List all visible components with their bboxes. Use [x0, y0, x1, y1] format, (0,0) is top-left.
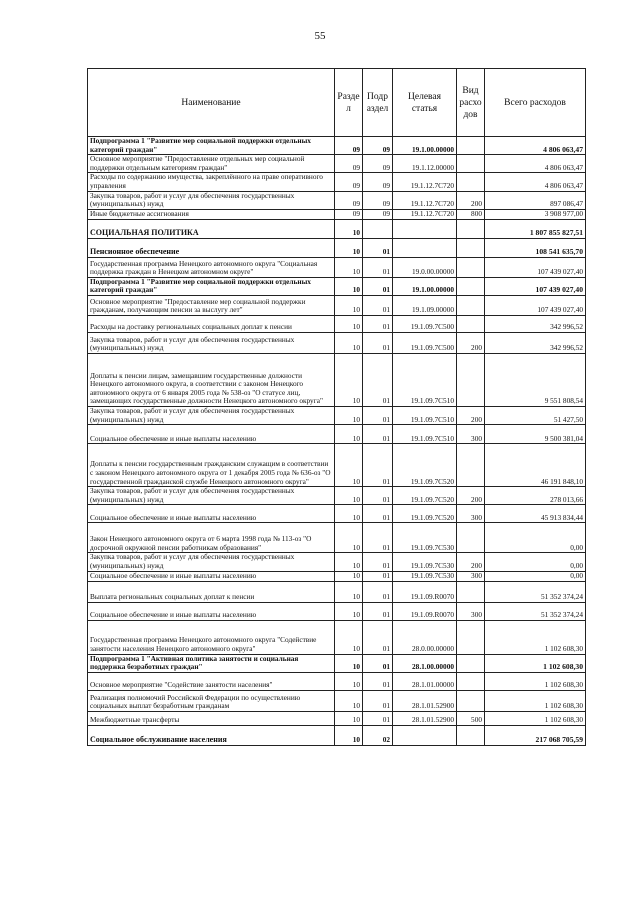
row-type: 200 — [457, 191, 485, 209]
row-subsection — [363, 219, 393, 238]
row-total: 1 807 855 827,51 — [485, 219, 586, 238]
row-section: 10 — [335, 711, 363, 725]
row-section: 10 — [335, 257, 363, 277]
row-section: 10 — [335, 523, 363, 553]
row-type: 200 — [457, 553, 485, 571]
row-section: 10 — [335, 295, 363, 315]
row-total: 9 551 808,54 — [485, 353, 586, 406]
row-name: Социальное обслуживание населения — [88, 725, 335, 745]
row-section: 09 — [335, 173, 363, 191]
row-total: 4 806 063,47 — [485, 173, 586, 191]
row-target: 19.1.12.00000 — [393, 155, 457, 173]
row-type: 300 — [457, 505, 485, 523]
row-subsection: 01 — [363, 315, 393, 332]
row-name: Основное мероприятие "Предоставление мер социальной поддержки гражданам, получающим пенсии за выслугу лет" — [88, 295, 335, 315]
row-name: Подпрограмма 1 "Активная политика занятости и социальная поддержка безработных граждан" — [88, 654, 335, 672]
table-row — [88, 672, 586, 690]
row-section: 10 — [335, 571, 363, 581]
row-total: 1 102 608,30 — [485, 672, 586, 690]
row-subsection: 01 — [363, 672, 393, 690]
row-name: Иные бюджетные ассигнования — [88, 209, 335, 219]
row-total: 107 439 027,40 — [485, 277, 586, 295]
row-name: Основное мероприятие "Предоставление отдельных мер социальной поддержки отдельным категориям граждан" — [88, 155, 335, 173]
page-number: 55 — [314, 30, 326, 42]
row-type — [457, 353, 485, 406]
row-subsection: 09 — [363, 173, 393, 191]
row-subsection: 01 — [363, 238, 393, 257]
row-target: 19.0.00.00000 — [393, 257, 457, 277]
row-name: Подпрограмма 1 "Развитие мер социальной поддержки отдельных категорий граждан" — [88, 137, 335, 155]
row-total: 1 102 608,30 — [485, 711, 586, 725]
row-target — [393, 219, 457, 238]
row-subsection: 09 — [363, 191, 393, 209]
table-row — [88, 725, 586, 745]
row-total: 51 352 374,24 — [485, 602, 586, 620]
table-body — [88, 137, 586, 746]
table-row — [88, 425, 586, 444]
row-subsection: 01 — [363, 257, 393, 277]
row-type — [457, 173, 485, 191]
table-row — [88, 571, 586, 581]
row-type — [457, 444, 485, 487]
row-type: 200 — [457, 332, 485, 353]
row-type — [457, 155, 485, 173]
row-total: 897 086,47 — [485, 191, 586, 209]
row-target: 19.1.00.00000 — [393, 277, 457, 295]
row-section: 10 — [335, 219, 363, 238]
row-target: 28.1.01.52900 — [393, 711, 457, 725]
row-name: Пенсионное обеспечение — [88, 238, 335, 257]
row-name: Социальное обеспечение и иные выплаты населению — [88, 425, 335, 444]
row-target: 19.1.09.7С530 — [393, 571, 457, 581]
row-subsection: 01 — [363, 654, 393, 672]
row-section: 10 — [335, 602, 363, 620]
header-subsection: Подр аздел — [363, 69, 393, 137]
row-subsection: 09 — [363, 209, 393, 219]
row-type — [457, 690, 485, 711]
row-total: 45 913 834,44 — [485, 505, 586, 523]
table-row — [88, 277, 586, 295]
row-section: 09 — [335, 191, 363, 209]
row-section: 10 — [335, 581, 363, 602]
table-row — [88, 173, 586, 191]
row-total: 3 908 977,00 — [485, 209, 586, 219]
row-type — [457, 257, 485, 277]
row-section: 10 — [335, 725, 363, 745]
row-subsection: 01 — [363, 690, 393, 711]
row-total: 1 102 608,30 — [485, 654, 586, 672]
row-target: 19.1.12.7С720 — [393, 191, 457, 209]
row-target: 19.1.00.00000 — [393, 137, 457, 155]
row-section: 09 — [335, 137, 363, 155]
row-subsection: 02 — [363, 725, 393, 745]
row-name: Закупка товаров, работ и услуг для обеспечения государственных (муниципальных) нужд — [88, 332, 335, 353]
row-subsection: 01 — [363, 523, 393, 553]
table-row — [88, 505, 586, 523]
row-section: 09 — [335, 155, 363, 173]
row-type: 200 — [457, 406, 485, 424]
row-type — [457, 315, 485, 332]
table-row — [88, 602, 586, 620]
row-target: 19.1.09.7С510 — [393, 425, 457, 444]
row-total: 1 102 608,30 — [485, 690, 586, 711]
table-row — [88, 654, 586, 672]
row-section: 10 — [335, 654, 363, 672]
row-section: 10 — [335, 277, 363, 295]
row-name: Закупка товаров, работ и услуг для обеспечения государственных (муниципальных) нужд — [88, 191, 335, 209]
row-name: Закупка товаров, работ и услуг для обеспечения государственных (муниципальных) нужд — [88, 487, 335, 505]
row-section: 10 — [335, 406, 363, 424]
row-subsection: 01 — [363, 711, 393, 725]
row-name: СОЦИАЛЬНАЯ ПОЛИТИКА — [88, 219, 335, 238]
row-total: 0,00 — [485, 571, 586, 581]
row-target: 19.1.09.7С510 — [393, 353, 457, 406]
header-total: Всего расходов — [485, 69, 586, 137]
table-row — [88, 209, 586, 219]
row-type — [457, 277, 485, 295]
table-row — [88, 444, 586, 487]
row-name: Расходы на доставку региональных социальных доплат к пенсии — [88, 315, 335, 332]
row-name: Закон Ненецкого автономного округа от 6 марта 1998 года № 113-оз "О досрочной окружной пенсии работникам образования" — [88, 523, 335, 553]
row-target: 19.1.09.7С530 — [393, 553, 457, 571]
row-type — [457, 137, 485, 155]
table-row — [88, 257, 586, 277]
row-name: Социальное обеспечение и иные выплаты населению — [88, 602, 335, 620]
row-total: 342 996,52 — [485, 315, 586, 332]
row-total: 0,00 — [485, 523, 586, 553]
row-name: Межбюджетные трансферты — [88, 711, 335, 725]
table-row — [88, 581, 586, 602]
row-total: 4 806 063,47 — [485, 137, 586, 155]
row-type: 800 — [457, 209, 485, 219]
header-type: Вид расхо дов — [457, 69, 485, 137]
row-section: 10 — [335, 353, 363, 406]
row-target — [393, 725, 457, 745]
table-row — [88, 353, 586, 406]
row-subsection: 09 — [363, 137, 393, 155]
row-type — [457, 523, 485, 553]
row-name: Основное мероприятие "Содействие занятости населения" — [88, 672, 335, 690]
row-total: 217 068 705,59 — [485, 725, 586, 745]
row-total: 51 352 374,24 — [485, 581, 586, 602]
table-row — [88, 332, 586, 353]
row-name: Доплаты к пенсии лицам, замещавшим государственные должности Ненецкого автономного округа, в соответствии с законом Ненецкого автономного округа от 6 января 2005 года № 538-оз "О статусе лиц, замещающих государственные должности Ненецкого автономного округа" — [88, 353, 335, 406]
row-subsection: 01 — [363, 581, 393, 602]
row-subsection: 01 — [363, 425, 393, 444]
row-type — [457, 581, 485, 602]
row-name: Доплаты к пенсии государственным гражданским служащим в соответствии с законом Ненецкого автономного округа от 1 декабря 2005 года № 636-оз "О государственной гражданской службе Ненецкого автономного округа" — [88, 444, 335, 487]
row-name: Реализация полномочий Российской Федерации по осуществлению социальных выплат безработным гражданам — [88, 690, 335, 711]
row-total: 342 996,52 — [485, 332, 586, 353]
table-row — [88, 315, 586, 332]
row-total: 107 439 027,40 — [485, 295, 586, 315]
row-total: 107 439 027,40 — [485, 257, 586, 277]
row-type — [457, 725, 485, 745]
row-subsection: 01 — [363, 444, 393, 487]
table-row — [88, 219, 586, 238]
row-name: Социальное обеспечение и иные выплаты населению — [88, 505, 335, 523]
row-subsection: 01 — [363, 571, 393, 581]
budget-table — [87, 68, 586, 746]
row-type — [457, 620, 485, 654]
row-target: 19.1.09.7С510 — [393, 406, 457, 424]
table-header-row — [88, 69, 586, 137]
row-name: Подпрограмма 1 "Развитие мер социальной поддержки отдельных категорий граждан" — [88, 277, 335, 295]
row-type: 500 — [457, 711, 485, 725]
row-section: 10 — [335, 690, 363, 711]
row-name: Расходы по содержанию имущества, закреплённого на праве оперативного управления — [88, 173, 335, 191]
row-type: 300 — [457, 602, 485, 620]
table-row — [88, 137, 586, 155]
row-total: 4 806 063,47 — [485, 155, 586, 173]
row-type — [457, 295, 485, 315]
row-total: 278 013,66 — [485, 487, 586, 505]
row-section: 10 — [335, 672, 363, 690]
row-type — [457, 672, 485, 690]
row-target: 28.1.01.00000 — [393, 672, 457, 690]
row-name: Закупка товаров, работ и услуг для обеспечения государственных (муниципальных) нужд — [88, 553, 335, 571]
row-target: 19.1.09.7С500 — [393, 315, 457, 332]
header-section: Разде л — [335, 69, 363, 137]
row-type — [457, 238, 485, 257]
row-total: 9 500 381,04 — [485, 425, 586, 444]
row-target: 19.1.09.7С520 — [393, 487, 457, 505]
row-section: 10 — [335, 315, 363, 332]
row-total: 0,00 — [485, 553, 586, 571]
row-target: 28.0.00.00000 — [393, 620, 457, 654]
row-name: Социальное обеспечение и иные выплаты населению — [88, 571, 335, 581]
row-subsection: 01 — [363, 553, 393, 571]
row-target: 19.1.09.7С520 — [393, 444, 457, 487]
row-section: 10 — [335, 444, 363, 487]
row-subsection: 01 — [363, 487, 393, 505]
row-target: 19.1.12.7С720 — [393, 173, 457, 191]
header-name: Наименование — [88, 69, 335, 137]
row-subsection: 01 — [363, 505, 393, 523]
row-type: 200 — [457, 487, 485, 505]
row-total: 51 427,50 — [485, 406, 586, 424]
row-total: 1 102 608,30 — [485, 620, 586, 654]
row-section: 10 — [335, 553, 363, 571]
table-row — [88, 155, 586, 173]
row-type: 300 — [457, 571, 485, 581]
table-row — [88, 553, 586, 571]
row-target: 19.1.12.7С720 — [393, 209, 457, 219]
row-subsection: 01 — [363, 332, 393, 353]
row-section: 10 — [335, 505, 363, 523]
row-section: 10 — [335, 238, 363, 257]
row-target: 28.1.01.52900 — [393, 690, 457, 711]
row-total: 46 191 848,10 — [485, 444, 586, 487]
row-name: Выплата региональных социальных доплат к пенсии — [88, 581, 335, 602]
row-target: 19.1.09.R0070 — [393, 602, 457, 620]
table-row — [88, 238, 586, 257]
row-section: 10 — [335, 620, 363, 654]
table-row — [88, 523, 586, 553]
row-target: 19.1.09.7С530 — [393, 523, 457, 553]
table-row — [88, 620, 586, 654]
row-type — [457, 219, 485, 238]
row-section: 10 — [335, 332, 363, 353]
row-name: Закупка товаров, работ и услуг для обеспечения государственных (муниципальных) нужд — [88, 406, 335, 424]
row-name: Государственная программа Ненецкого автономного округа "Социальная поддержка граждан в Ненецком автономном округе" — [88, 257, 335, 277]
table-row — [88, 711, 586, 725]
table-row — [88, 191, 586, 209]
row-subsection: 01 — [363, 295, 393, 315]
row-target: 19.1.09.7С500 — [393, 332, 457, 353]
row-subsection: 01 — [363, 277, 393, 295]
table-row — [88, 406, 586, 424]
row-subsection: 01 — [363, 406, 393, 424]
row-target: 28.1.00.00000 — [393, 654, 457, 672]
table-row — [88, 487, 586, 505]
row-section: 09 — [335, 209, 363, 219]
row-total: 108 541 635,70 — [485, 238, 586, 257]
row-section: 10 — [335, 425, 363, 444]
row-section: 10 — [335, 487, 363, 505]
row-subsection: 01 — [363, 620, 393, 654]
table-row — [88, 295, 586, 315]
row-name: Государственная программа Ненецкого автономного округа "Содействие занятости населения Ненецкого автономного округа" — [88, 620, 335, 654]
row-subsection: 01 — [363, 353, 393, 406]
row-target: 19.1.09.7С520 — [393, 505, 457, 523]
header-target: Целевая статья — [393, 69, 457, 137]
row-type: 300 — [457, 425, 485, 444]
row-target — [393, 238, 457, 257]
row-target: 19.1.09.R0070 — [393, 581, 457, 602]
row-subsection: 09 — [363, 155, 393, 173]
row-target: 19.1.09.00000 — [393, 295, 457, 315]
row-type — [457, 654, 485, 672]
table-row — [88, 690, 586, 711]
row-subsection: 01 — [363, 602, 393, 620]
